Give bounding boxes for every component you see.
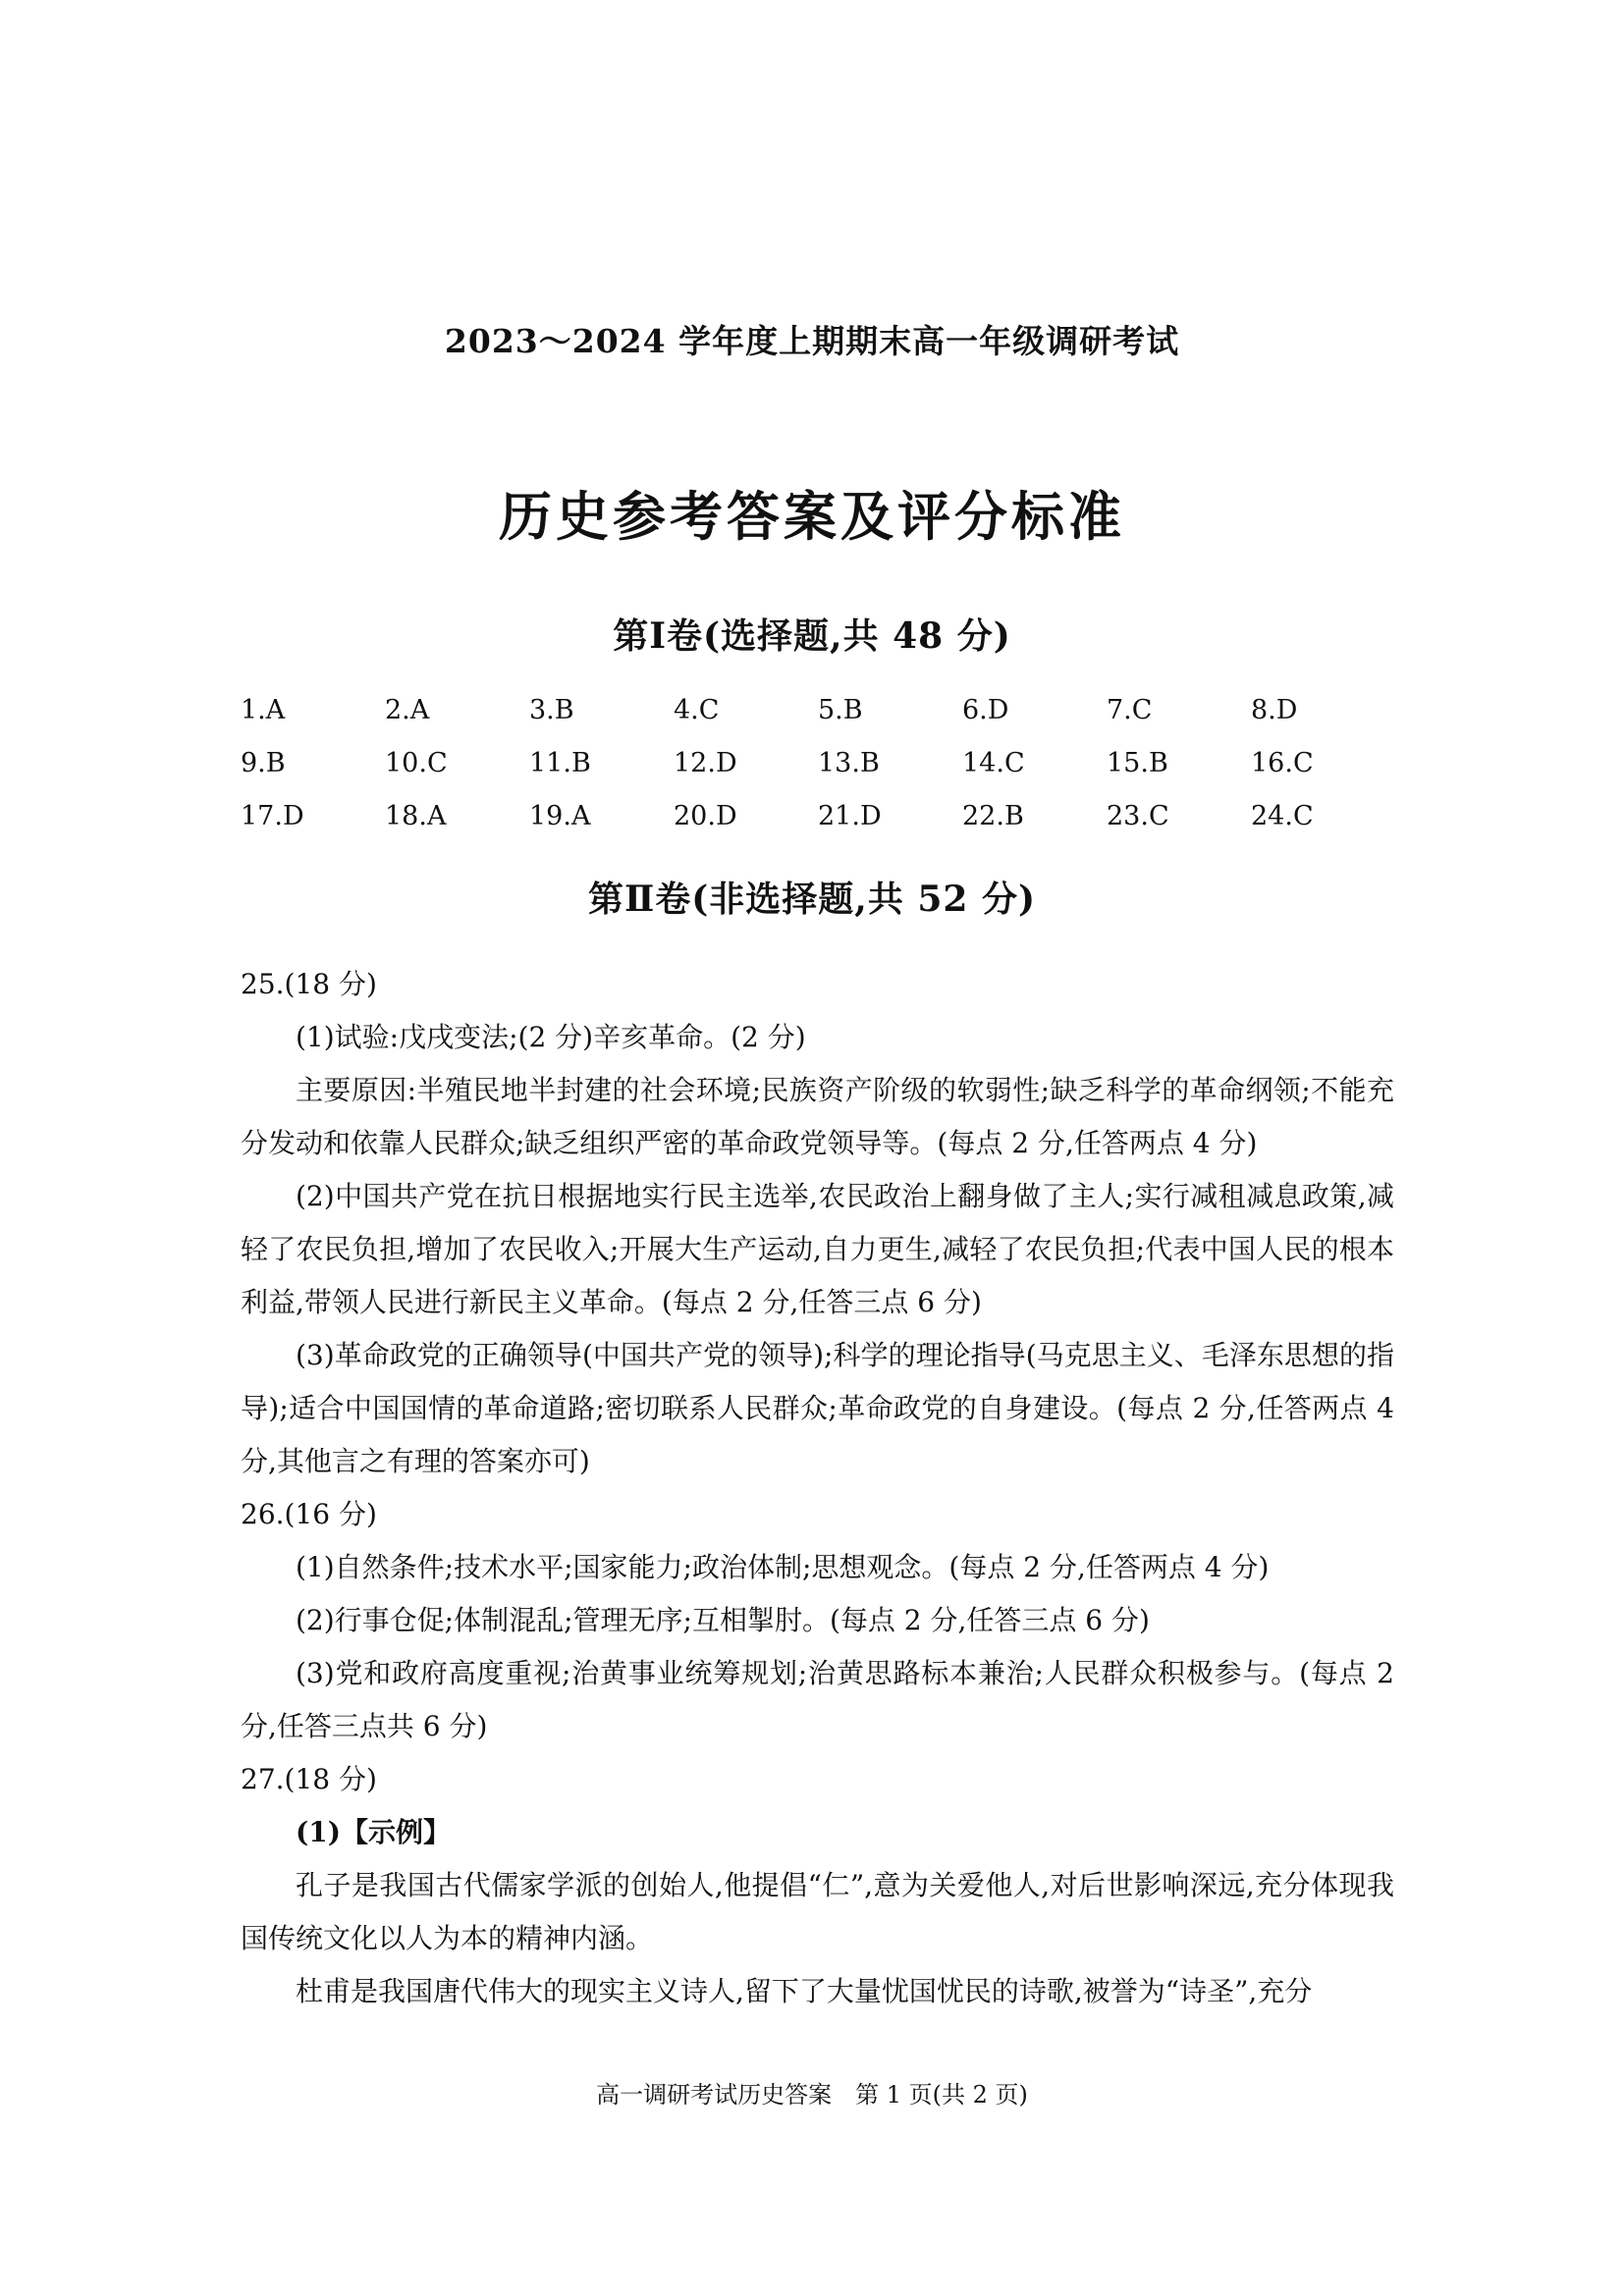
answer-item: 8.D bbox=[1251, 695, 1298, 725]
answer-item: 16.C bbox=[1251, 748, 1314, 778]
question-27-heading: 27.(18 分) bbox=[241, 1763, 377, 1795]
answer-item: 6.D bbox=[962, 695, 1009, 725]
answer-paragraph: 杜甫是我国唐代伟大的现实主义诗人,留下了大量忧国忧民的诗歌,被誉为“诗圣”,充分 bbox=[296, 1975, 1313, 2007]
answer-row bbox=[241, 748, 1419, 801]
answer-item: 18.A bbox=[385, 801, 447, 831]
section2-title: 第Ⅱ卷(非选择题,共 52 分) bbox=[587, 879, 1037, 920]
answer-item: 19.A bbox=[529, 801, 591, 831]
answer-paragraph: (3)党和政府高度重视;治黄事业统筹规划;治黄思路标本兼治;人民群众积极参与。(每点 2 分,任答三点共 6 分) bbox=[241, 1657, 1394, 1742]
answer-row bbox=[241, 695, 1419, 748]
answer-item: 9.B bbox=[241, 748, 286, 778]
answer-item: 3.B bbox=[529, 695, 574, 725]
answer-row bbox=[241, 801, 1419, 854]
answer-paragraph: (3)革命政党的正确领导(中国共产党的领导);科学的理论指导(马克思主义、毛泽东思想的指导);适合中国国情的革命道路;密切联系人民群众;革命政党的自身建设。(每点 2 分,任答两点 4 分,其他言之有理的答案亦可) bbox=[241, 1339, 1394, 1477]
answer-item: 1.A bbox=[241, 695, 286, 725]
section1-title: 第Ⅰ卷(选择题,共 48 分) bbox=[613, 615, 1011, 657]
answer-item: 2.A bbox=[385, 695, 430, 725]
example-label: (1)【示例】 bbox=[296, 1816, 451, 1848]
question-26-heading: 26.(16 分) bbox=[241, 1498, 377, 1530]
answer-item: 23.C bbox=[1107, 801, 1169, 831]
exam-title: 2023～2024 学年度上期期末高一年级调研考试 bbox=[444, 322, 1180, 360]
answer-item: 7.C bbox=[1107, 695, 1153, 725]
main-title: 历史参考答案及评分标准 bbox=[499, 485, 1125, 548]
answer-paragraph: (1)试验:戊戌变法;(2 分)辛亥革命。(2 分) bbox=[296, 1021, 806, 1053]
answer-item: 13.B bbox=[818, 748, 880, 778]
open-question-answers bbox=[241, 958, 1394, 2018]
answer-item: 12.D bbox=[674, 748, 737, 778]
answer-item: 22.B bbox=[962, 801, 1024, 831]
answer-item: 24.C bbox=[1251, 801, 1314, 831]
multiple-choice-answers bbox=[241, 695, 1419, 854]
answer-item: 14.C bbox=[962, 748, 1025, 778]
page-footer: 高一调研考试历史答案 第 1 页(共 2 页) bbox=[596, 2081, 1028, 2109]
answer-item: 21.D bbox=[818, 801, 882, 831]
answer-paragraph: 主要原因:半殖民地半封建的社会环境;民族资产阶级的软弱性;缺乏科学的革命纲领;不能充分发动和依靠人民群众;缺乏组织严密的革命政党领导等。(每点 2 分,任答两点 4 分) bbox=[241, 1074, 1394, 1159]
answer-item: 5.B bbox=[818, 695, 863, 725]
answer-paragraph: (2)中国共产党在抗日根据地实行民主选举,农民政治上翻身做了主人;实行减租减息政策,减轻了农民负担,增加了农民收入;开展大生产运动,自力更生,减轻了农民负担;代表中国人民的根本利益,带领人民进行新民主义革命。(每点 2 分,任答三点 6 分) bbox=[241, 1180, 1394, 1318]
question-25-heading: 25.(18 分) bbox=[241, 968, 377, 1000]
answer-paragraph: (2)行事仓促;体制混乱;管理无序;互相掣肘。(每点 2 分,任答三点 6 分) bbox=[296, 1604, 1150, 1636]
answer-item: 11.B bbox=[529, 748, 591, 778]
answer-item: 17.D bbox=[241, 801, 304, 831]
answer-item: 20.D bbox=[674, 801, 737, 831]
answer-paragraph: (1)自然条件;技术水平;国家能力;政治体制;思想观念。(每点 2 分,任答两点 4 分) bbox=[296, 1551, 1270, 1583]
answer-item: 15.B bbox=[1107, 748, 1168, 778]
answer-item: 4.C bbox=[674, 695, 720, 725]
answer-paragraph: 孔子是我国古代儒家学派的创始人,他提倡“仁”,意为关爱他人,对后世影响深远,充分体现我国传统文化以人为本的精神内涵。 bbox=[241, 1869, 1394, 1954]
answer-item: 10.C bbox=[385, 748, 448, 778]
